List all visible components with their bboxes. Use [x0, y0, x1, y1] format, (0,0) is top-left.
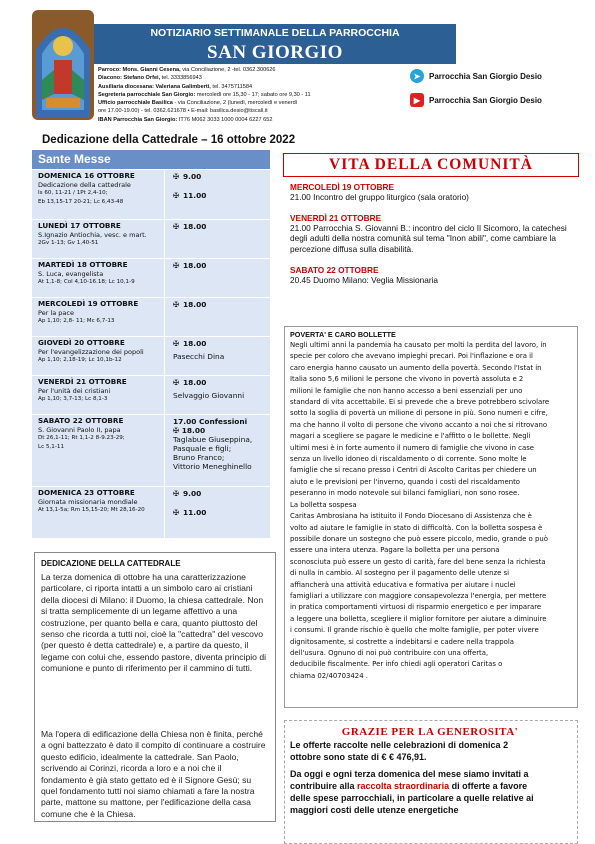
- youtube-link[interactable]: ▶ Parrocchia San Giorgio Desio: [410, 88, 570, 112]
- contact-line: Segreteria parrocchiale San Giorgio: mercoledì ore 15,30 - 17; sabato ore 9,30 - 11: [98, 91, 311, 98]
- mass-day-cell: [32, 298, 164, 336]
- newsletter-banner: NOTIZIARIO SETTIMANALE DELLA PARROCCHIA: [94, 24, 456, 42]
- mass-intention: Vittorio Meneghinello: [173, 462, 252, 471]
- mass-intention: 17.00 Confessioni: [173, 417, 248, 426]
- mass-day-cell: [32, 376, 164, 414]
- cross-icon: ✠: [173, 508, 180, 517]
- poverty-line: Negli ultimi anni la pandemia ha causato per molti la perdita del lavoro, in: [290, 341, 547, 349]
- poverty-line: affiancherà una attività educativa e formativa per aiutare i nuclei: [290, 580, 516, 589]
- poverty-line: ma che hanno il volto di persone che vivono accanto a noi che si ritrovano: [290, 420, 548, 429]
- poverty-line: aiuto e le previsioni per l'inverno, quando i costi del riscaldamento: [290, 477, 521, 486]
- mass-celebration: Per la pace: [38, 308, 74, 317]
- mass-intention: Taglabue Giuseppina,: [173, 435, 253, 444]
- poverty-line: famiglie che si recano presso i Centri di Ascolto Caritas per chiedere un: [290, 466, 537, 475]
- poverty-line: sotto la soglia di povertà un milione di persone in più. Sono numeri e cifre,: [290, 409, 548, 418]
- mass-day-cell: [32, 487, 164, 538]
- parish-title: SAN GIORGIO: [94, 42, 456, 64]
- parish-contacts: [98, 66, 410, 124]
- mass-readings: Ap 1,10; 2,8- 11; Mc 6,7-13: [38, 318, 115, 325]
- mass-celebration: Per l'unità dei cristiani: [38, 386, 111, 395]
- vita-title: VITA DELLA COMUNITÀ: [329, 156, 533, 173]
- poverty-text: [290, 340, 572, 682]
- poverty-line: in pratica comportamenti virtuosi di risparmio energetico e per imparare: [290, 603, 542, 612]
- raccolta-highlight: raccolta straordinaria: [357, 781, 450, 792]
- mass-day: SABATO 22 OTTOBRE: [38, 416, 124, 425]
- poverty-line: caro energia hanno causato un aumento della povertà. Secondo l'Istat in: [290, 363, 542, 372]
- mass-intention: ✠ 18.00: [173, 426, 206, 435]
- poverty-line: deducibile fiscalmente. Per info chiedi agli operatori Caritas o: [290, 660, 503, 669]
- cross-icon: ✠: [173, 489, 180, 498]
- mass-times-cell: [164, 220, 270, 258]
- event-text: 20.45 Duomo Milano: Veglia Missionaria: [290, 275, 439, 286]
- poverty-line: standard di vita accettabile. Ei si prevede che a breve potrebbero scivolare: [290, 398, 550, 407]
- cross-icon: ✠: [173, 261, 180, 270]
- mass-readings: Is 60, 11-21 / 1Pt 2,4-10;: [38, 190, 108, 197]
- contact-line: Ausiliaria diocesana: Valeriana Galimberti, tel. 3475711584: [98, 83, 253, 90]
- dedication-heading: Dedicazione della Cattedrale – 16 ottobre 2022: [42, 134, 296, 146]
- mass-celebration: S. Giovanni Paolo II, papa: [38, 425, 121, 434]
- mass-day-cell: [32, 170, 164, 219]
- mass-time: ✠ 9.00: [173, 489, 202, 498]
- mass-intention: Bruno Franco;: [173, 453, 225, 462]
- mass-row: [32, 336, 270, 375]
- poverty-line: Caritas Ambrosiana ha istituito il Fondo Diocesano di Assistenza che è: [290, 512, 532, 521]
- poverty-line: Italia sono 5,6 milioni le persone che vivono in povertà assoluta e 2: [290, 375, 524, 384]
- mass-day: GIOVEDÌ 20 OTTOBRE: [38, 338, 125, 347]
- poverty-line: di nulla in cambio. Al sostegno per il pagamento delle utenze si: [290, 569, 510, 578]
- mass-day: DOMENICA 23 OTTOBRE: [38, 488, 135, 497]
- poverty-line: famigliari a utilizzare con maggiore consapevolezza l'energia, per mettere: [290, 591, 547, 600]
- mass-readings: 2Gv 1-13; Gv 1,40-51: [38, 240, 99, 247]
- mass-day: VENERDÌ 21 OTTOBRE: [38, 377, 127, 386]
- poverty-line: a leggere una bolletta, scegliere il miglior fornitore per aiutare a diminuire: [290, 614, 547, 623]
- poverty-line: milioni le famiglie che non hanno accesso a beni essenziali per uno: [290, 386, 523, 395]
- event-text: 21.00 Incontro del gruppo liturgico (sala oratorio): [290, 192, 469, 203]
- contact-line: IBAN Parrocchia San Giorgio: IT76 M062 3033 1000 0004 6227 652: [98, 116, 273, 123]
- dedication-paragraph-1: La terza domenica di ottobre ha una caratterizzazione particolare, ci riporta intatti a un simbolo caro ai cristiani della diocesi di Milano: il Duomo, la chiesa cattedrale. Non si tratta semplicemente di un legame affettivo a una costruzione, per quanto bella e cara, quanto piuttosto del senso che ricorda a tutti noi, cioè la "cattedra" del vescovo (per questo è detta cattedrale) e, a partire da questo, il legame con colui che, essendo pastore, diventa principio di comunione e punto di riferimento per il cammino di tutti.: [41, 572, 267, 674]
- mass-readings: Dt 26,1-11; Rt 1,1-2 8-9.23-29;: [38, 435, 125, 442]
- mass-time: ✠ 9.00: [173, 172, 202, 181]
- mass-readings: Lc 5,1-11: [38, 443, 65, 450]
- mass-row: [32, 297, 270, 336]
- poverty-line: magari a scegliere se pagare le medicine e l'affitto o le bollette. Negli: [290, 432, 531, 441]
- mass-times-cell: [164, 337, 270, 375]
- youtube-icon: ▶: [410, 93, 424, 107]
- contact-line: Parroco: Mons. Gianni Cesena, via Conciliazione, 2 -tel. 0362.300626: [98, 67, 276, 73]
- social-links: [410, 64, 570, 112]
- stained-glass-window-image: [32, 10, 94, 120]
- mass-time: ✠ 18.00: [173, 222, 207, 231]
- telegram-link[interactable]: ➤ Parrocchia San Giorgio Desio: [410, 64, 570, 88]
- poverty-line: senza un livello idoneo di riscaldamento o di corrente. Sono molte le: [290, 455, 527, 464]
- cross-icon: ✠: [173, 378, 180, 387]
- mass-readings: Eb 13,15-17 20-21; Lc 6,43-48: [38, 198, 124, 205]
- mass-celebration: Per l'evangelizzazione dei popoli: [38, 347, 144, 356]
- poverty-line: dignitosamente, si costrette a indebitarsi e cadere nella trappola: [290, 637, 514, 646]
- poverty-line: possibile donare un sostegno che può essere piccolo, medio, grande o può: [290, 534, 548, 543]
- poverty-line: chiama 02/40703424 .: [290, 671, 368, 680]
- cross-icon: ✠: [173, 172, 180, 181]
- mass-row: [32, 258, 270, 297]
- mass-celebration: Dedicazione della cattedrale: [38, 180, 131, 189]
- mass-row: [32, 219, 270, 258]
- mass-row: [32, 486, 270, 538]
- event-date: VENERDÌ 21 OTTOBRE: [290, 213, 382, 223]
- event-date: MERCOLEDÌ 19 OTTOBRE: [290, 182, 395, 192]
- event-text: 21.00 Parrocchia S. Giovanni B.: incontro del ciclo Il Sicomoro, la catechesi degli adulti della nostra comunità sul tema "Inon abili", come cambiare la percezione diffusa sulla disabilità.: [290, 223, 567, 254]
- contact-line: Diacono: Stefano Orfei, tel. 3333856943: [98, 75, 202, 82]
- event-item: [290, 182, 580, 202]
- mass-day: MARTEDÌ 18 OTTOBRE: [38, 260, 128, 269]
- mass-times-cell: [164, 298, 270, 336]
- mass-day-cell: [32, 337, 164, 375]
- poverty-line: dell'usura. Ognuno di noi può contribuire con una offerta,: [290, 648, 489, 657]
- poverty-line: sconosciuta può essere un gesto di carità, fare del bene senza la richiesta: [290, 557, 546, 566]
- cross-icon: ✠: [173, 300, 180, 309]
- mass-time: ✠ 18.00: [173, 339, 207, 348]
- mass-day-cell: [32, 415, 164, 486]
- telegram-icon: ➤: [410, 69, 424, 83]
- mass-time: ✠ 11.00: [173, 508, 207, 517]
- poverty-line: i consumi. Il grande rischio è quello che molte famiglie, per poter vivere: [290, 626, 539, 635]
- cross-icon: ✠: [173, 191, 180, 200]
- mass-day: LUNEDÌ 17 OTTOBRE: [38, 221, 121, 230]
- masses-table: [32, 150, 270, 538]
- poverty-line: specie per coloro che avevano impieghi precari. Poi l'inflazione e ora il: [290, 352, 533, 361]
- event-item: [290, 265, 580, 285]
- mass-day-cell: [32, 220, 164, 258]
- generosity-text: Le offerte raccolte nelle celebrazioni di domenica 2 ottobre sono state di € € 476,91. Da oggi e ogni terza domenica del mese siamo invitati a contribuire alla raccolta straordinaria di offerte a favore delle spese parrocchiali, in particolare a quelle relative ai maggiori costi delle utenze energetiche: [290, 740, 534, 815]
- mass-intention: Pasquale e figli;: [173, 444, 232, 453]
- dedication-paragraph-2: Ma l'opera di edificazione della Chiesa non è finita, perché a ogni battezzato è dato il compito di continuare a costruire questo edificio, idealmente la cattedrale. San Paolo, scrivendo ai Corinzi, ricorda a loro e a noi che il fondamento è già stato gettato ed è il Signore Gesù; su quel fondamento tutti noi siamo chiamati a fare la nostra parte, mattone su mattone, per l'edificazione della casa comune che è la Chiesa.: [41, 729, 266, 819]
- dedication-box: [34, 552, 276, 822]
- poverty-line: ultimi mesi è in forte aumento il numero di famiglie che vivono in case: [290, 443, 535, 452]
- mass-time: ✠ 18.00: [173, 378, 207, 387]
- event-item: [290, 213, 580, 254]
- mass-celebration: S.Ignazio Antiochia, vesc. e mart.: [38, 230, 147, 239]
- contact-line: ore 17.00-19.00) - tel. 0362.621678 • E-mail: basilica.desio@tiscali.it: [98, 108, 268, 115]
- poverty-line: La bolletta sospesa: [290, 500, 357, 509]
- mass-readings: At 13,1-5a; Rm 15,15-20; Mt 28,16-20: [38, 507, 145, 514]
- mass-row: [32, 169, 270, 219]
- contact-line: Ufficio parrocchiale Basilica - via Conciliazione, 2 (lunedì, mercoledì e venerdì: [98, 100, 298, 107]
- mass-intention: Pasecchi Dina: [173, 352, 225, 361]
- mass-times-cell: [164, 415, 270, 486]
- poverty-title: POVERTA' E CARO BOLLETTE: [290, 330, 396, 339]
- poverty-line: essere una intera utenza. Pagare la bolletta per una persona: [290, 546, 500, 555]
- poverty-line: volto ad aiutare le famiglie in stato di difficoltà. Con la bolletta sospesa è: [290, 523, 543, 532]
- mass-day: MERCOLEDÌ 19 OTTOBRE: [38, 299, 139, 308]
- cross-icon: ✠: [173, 339, 180, 348]
- mass-readings: Ap 1,10; 2,18-19; Lc 10,1b-12: [38, 357, 122, 364]
- mass-time: ✠ 11.00: [173, 191, 207, 200]
- mass-celebration: S. Luca, evangelista: [38, 269, 104, 278]
- mass-times-cell: [164, 259, 270, 297]
- mass-time: ✠ 18.00: [173, 300, 207, 309]
- mass-readings: Ap 1,10; 3,7-13; Lc 8,1-3: [38, 396, 108, 403]
- mass-day: DOMENICA 16 OTTOBRE: [38, 171, 135, 180]
- mass-times-cell: [164, 170, 270, 219]
- dedication-box-title: DEDICAZIONE DELLA CATTEDRALE: [41, 559, 181, 568]
- mass-readings: At 1,1-8; Col 4,10-16.18; Lc 10,1-9: [38, 279, 135, 286]
- generosity-title: GRAZIE PER LA GENEROSITA': [341, 726, 519, 738]
- mass-day-cell: [32, 259, 164, 297]
- cross-icon: ✠: [173, 222, 180, 231]
- mass-row: [32, 375, 270, 414]
- mass-intention: Selvaggio Giovanni: [173, 391, 245, 400]
- masses-heading: Sante Messe: [32, 150, 270, 169]
- mass-row: [32, 414, 270, 486]
- mass-celebration: Giornata missionaria mondiale: [38, 497, 138, 506]
- event-date: SABATO 22 OTTOBRE: [290, 265, 379, 275]
- mass-times-cell: [164, 487, 270, 538]
- poverty-line: peseranno in modo notevole sui bilanci famigliari, non sono rosee.: [290, 489, 520, 498]
- vita-title-box: [283, 153, 579, 177]
- mass-times-cell: [164, 376, 270, 414]
- mass-time: ✠ 18.00: [173, 261, 207, 270]
